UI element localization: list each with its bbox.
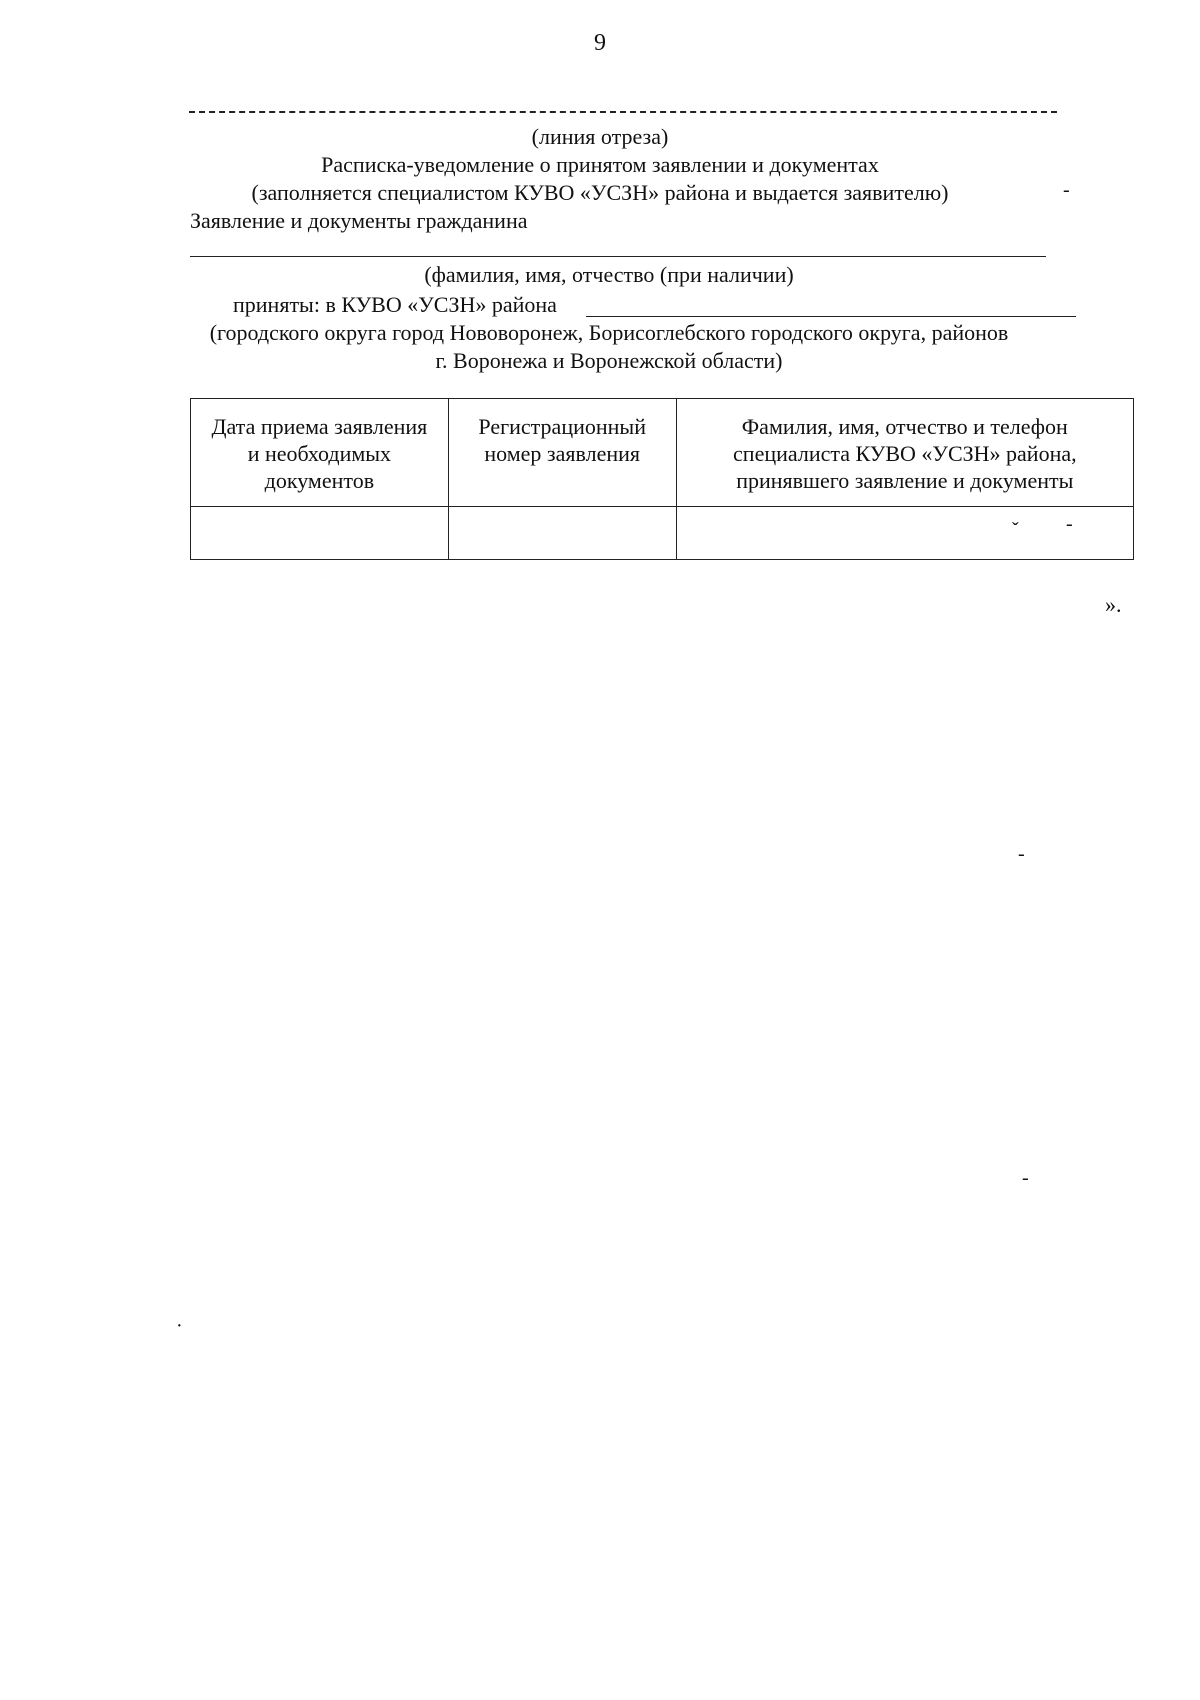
header-date-line: Дата приема заявления (211, 414, 428, 439)
header-regnum-line: номер заявления (484, 441, 640, 466)
scan-mark: · (176, 1315, 183, 1337)
name-caption: (фамилия, имя, отчество (при наличии) (424, 262, 794, 287)
cut-line-divider (189, 111, 1057, 113)
district-caption-line-1: (городского округа город Нововоронеж, Борисоглебского городского округа, районов (209, 320, 1009, 345)
accepted-line: приняты: в КУВО «УСЗН» района (233, 292, 557, 317)
closing-quote: ». (1105, 592, 1122, 617)
header-specialist-line: специалиста КУВО «УСЗН» района, (733, 441, 1077, 466)
cell-specialist[interactable] (676, 507, 1133, 560)
header-date-line: и необходимых (247, 441, 392, 466)
cut-line-label: (линия отреза) (531, 124, 669, 149)
page-number: 9 (594, 30, 606, 56)
table-row (191, 507, 1134, 560)
applicant-line: Заявление и документы гражданина (190, 208, 528, 233)
cell-registration-number[interactable] (448, 507, 676, 560)
cell-date-received[interactable] (191, 507, 449, 560)
district-field[interactable] (586, 316, 1076, 317)
district-caption-line-2: г. Воронежа и Воронежской области) (435, 348, 783, 373)
receipt-heading: Расписка-уведомление о принятом заявлении и документах (321, 152, 879, 177)
applicant-name-field[interactable] (190, 256, 1046, 257)
receipt-table (190, 398, 1134, 560)
scan-mark: ˇ (1012, 519, 1019, 541)
scan-mark: - (1022, 1167, 1029, 1189)
receipt-subheading: (заполняется специалистом КУВО «УСЗН» района и выдается заявителю) (251, 180, 949, 205)
header-regnum-line: Регистрационный (478, 414, 646, 439)
scan-mark: - (1066, 513, 1073, 535)
header-specialist-line: принявшего заявление и документы (736, 468, 1074, 493)
header-specialist-line: Фамилия, имя, отчество и телефон (741, 414, 1068, 439)
scan-mark: - (1018, 843, 1025, 865)
header-date-line: документов (264, 468, 375, 493)
header-registration-number (448, 399, 676, 507)
table-header-row (191, 399, 1134, 507)
header-specialist (676, 399, 1133, 507)
header-date-received (191, 399, 449, 507)
scan-mark: - (1063, 179, 1070, 201)
